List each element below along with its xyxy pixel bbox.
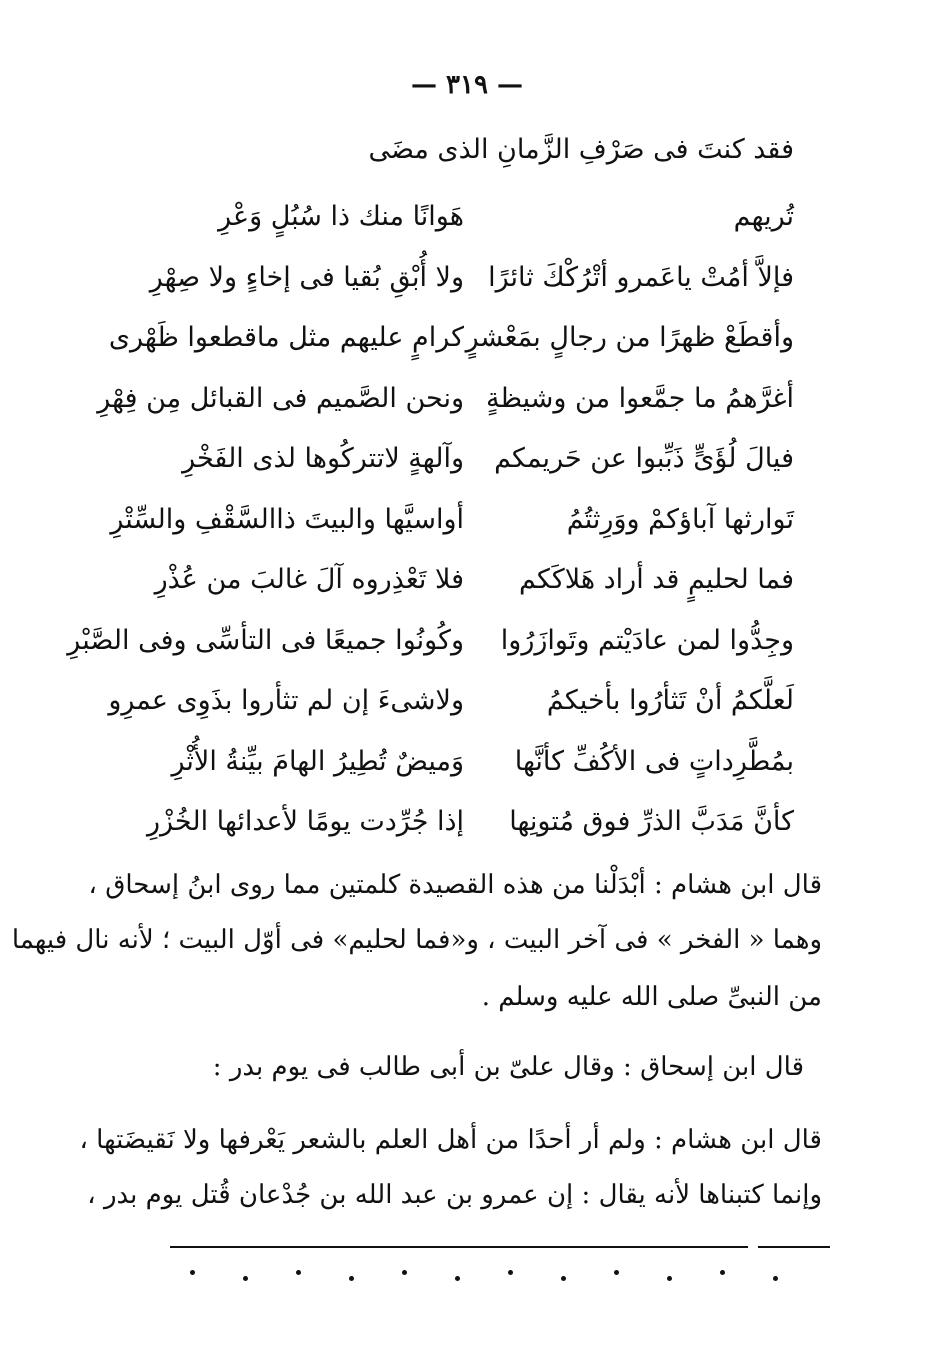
verse-second-hemistich: ونحن الصَّميم فى القبائل مِن فِهْرِ: [97, 382, 464, 414]
verse-second-hemistich: ولاشىءَ إن لم تثأروا بذَوِى عمرِو: [108, 685, 464, 716]
verse-first-hemistich: فما لحليمٍ قد أراد هَلاكَكم: [518, 564, 794, 595]
verse-line: [67, 616, 794, 666]
verse-second-hemistich: أواسيَّها والبيتَ ذاالسَّقْفِ والسِّتْرِ: [110, 503, 464, 535]
page-number: — ٣١٩ —: [410, 70, 524, 100]
verse-first-hemistich: فيالَ لُؤَىٍّ ذَبِّبوا عن حَريمكم: [494, 443, 794, 474]
paragraph-3-line-2: وإنما كتبناها لأنه يقال : إن عمرو بن عبد الله بن جُدْعان قُتل يوم بدر ،: [87, 1180, 822, 1210]
footnote-rule-short: [758, 1246, 830, 1248]
verse-line: [149, 253, 794, 303]
footer-dot: [508, 1270, 513, 1275]
verse-line: [108, 313, 794, 363]
footer-dot: [243, 1276, 248, 1281]
verse-line: [174, 192, 794, 242]
verse-line: [97, 374, 794, 424]
verse-second-hemistich: إذا جُرِّدت يومًا لأعدائها الخُزْرِ: [147, 806, 464, 837]
verse-first-hemistich: تَوارثها آباؤكمْ ووَرِثتُمُ: [566, 503, 794, 535]
footer-dot: [455, 1276, 460, 1281]
footer-dot: [402, 1270, 407, 1275]
verse-line: [154, 555, 794, 605]
verse-second-hemistich: وآلهةٍ لاتتركُوها لذى الفَخْرِ: [182, 443, 464, 474]
verse-first-hemistich: فإلاَّ أمُتْ ياعَمرو أتْرُكْكَ ثائرًا: [488, 261, 794, 293]
paragraph-1-line-2: وهما « الفخر » فى آخر البيت ، و«فما لحليم» فى أوّل البيت ؛ لأنه نال فيهما: [11, 925, 822, 955]
paragraph-3-line-1: قال ابن هشام : ولم أر أحدًا من أهل العلم بالشعر يَعْرفها ولا نَقيضَتها ،: [79, 1125, 822, 1155]
verse-line: [110, 495, 794, 545]
paragraph-1-line-1: قال ابن هشام : أبْدَلْنا من هذه القصيدة كلمتين مما روى ابنُ إسحاق ،: [88, 870, 822, 900]
verse-second-hemistich: هَوانًا منك ذا سُبُلٍ وَعْرِ: [218, 201, 464, 232]
verse-first-hemistich: لَعلَّكمُ أنْ تَثأرُوا بأخيكمُ: [546, 685, 794, 716]
footer-dot: [190, 1270, 195, 1275]
footer-dot: [614, 1270, 619, 1275]
paragraph-2: قال ابن إسحاق : وقال علىّ بن أبى طالب فى يوم بدر :: [212, 1052, 804, 1082]
footer-dot: [773, 1276, 778, 1281]
verse-line: [147, 797, 794, 847]
verse-second-hemistich: وكُونُوا جميعًا فى التأسِّى وفى الصَّبْرِ: [67, 624, 464, 656]
footer-dot: [667, 1276, 672, 1281]
verse-first-hemistich: تُريهم: [733, 201, 794, 232]
verse-line: [108, 676, 794, 726]
verse-first-hemistich: كأنَّ مَدَبَّ الذرِّ فوق مُتونِها: [509, 806, 794, 837]
footer-dots: [190, 1270, 810, 1282]
footer-dot: [720, 1270, 725, 1275]
verse-first-hemistich: بمُطَّرِداتٍ فى الأكُفِّ كأنَّها: [514, 745, 794, 777]
verse-line: [174, 434, 794, 484]
verse-line: [171, 737, 794, 787]
verse-first-hemistich: وجِدُّوا لمن عادَيْتم وتَوازَرُوا: [500, 624, 794, 656]
verse-second-hemistich: ولا أُبْقِ بُقيا فى إخاءٍ ولا صِهْرِ: [149, 261, 464, 293]
footer-dot: [349, 1276, 354, 1281]
intro-line: فقد كنتَ فى صَرْفِ الزَّمانِ الذى مضَى: [368, 134, 794, 165]
verse-first-hemistich: أغرَّهمُ ما جمَّعوا من وشيظةٍ: [486, 382, 794, 414]
verse-second-hemistich: وَميضٌ تُطِيرُ الهامَ بيِّنةُ الأُثْرِ: [171, 745, 464, 777]
footer-dot: [561, 1276, 566, 1281]
verse-second-hemistich: فلا تَعْذِروه آلَ غالبَ من عُذْرِ: [154, 564, 464, 595]
footer-dot: [296, 1270, 301, 1275]
verse-first-hemistich: وأقطَعْ ظهرًا من رجالٍ بمَعْشرٍ: [465, 322, 794, 353]
verse-second-hemistich: كرامٍ عليهم مثل ماقطعوا ظَهْرى: [108, 322, 464, 353]
footnote-rule: [170, 1246, 748, 1248]
paragraph-1-line-3: من النبىِّ صلى الله عليه وسلم .: [481, 982, 822, 1012]
